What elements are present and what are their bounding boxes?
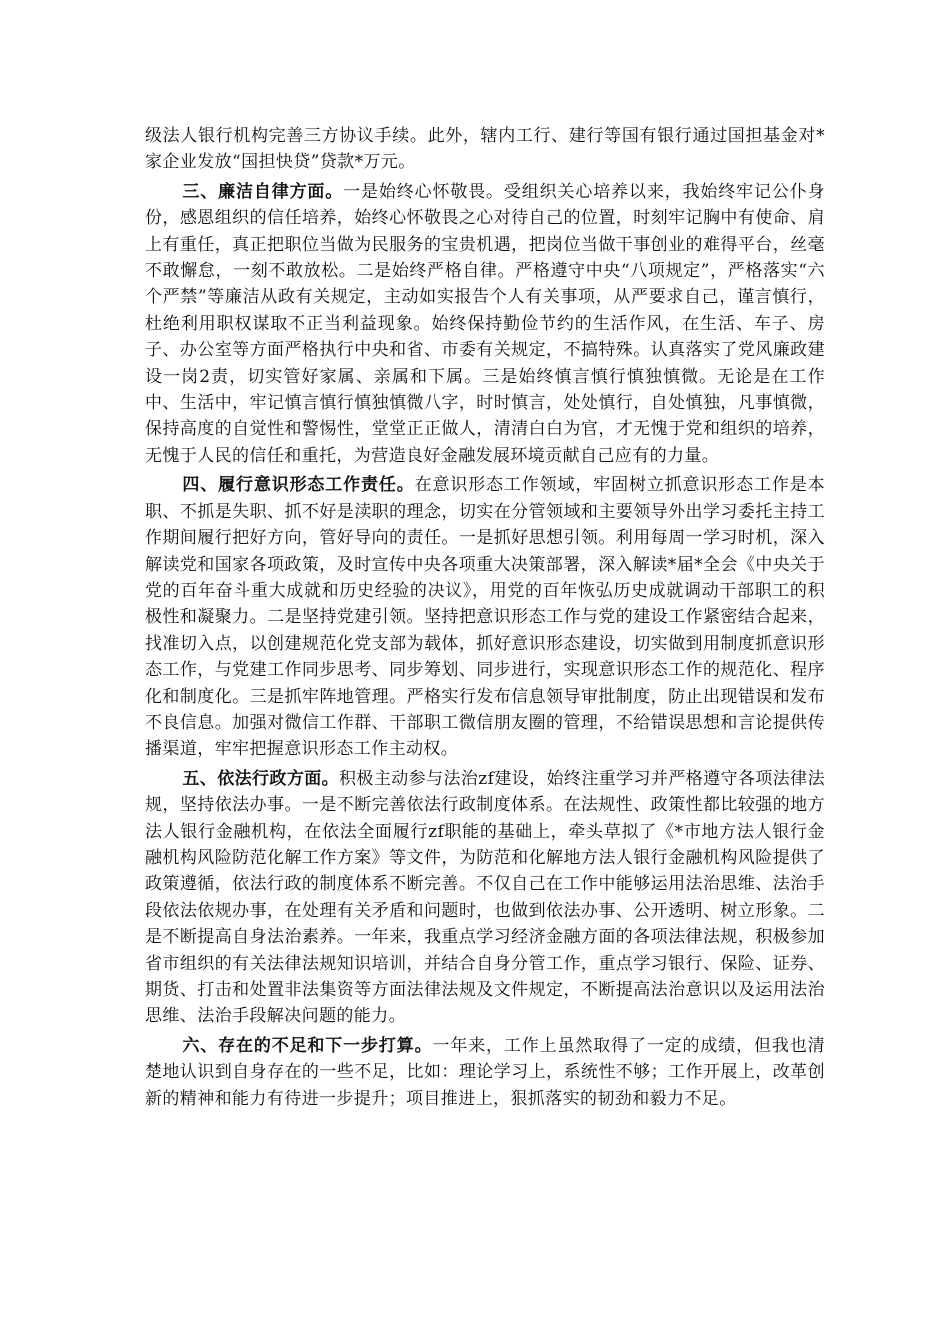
paragraph-text: 级法人银行机构完善三方协议手续。此外，辖内工行、建行等国有银行通过国担基金对*家企业发放“国担快贷”贷款*万元。: [145, 126, 825, 173]
paragraph-ideology: [145, 472, 825, 762]
paragraph-continuation: [145, 123, 825, 176]
document-body: [145, 123, 825, 1115]
paragraph-text: 一年来，工作上虽然取得了一定的成绩，但我也清楚地认识到自身存在的一些不足，比如：理论学习上，系统性不够；工作开展上，改革创新的精神和能力有待进一步提升；项目推进上，狠抓落实的韧劲和毅力不足。: [145, 1035, 825, 1109]
paragraph-integrity: [145, 179, 825, 469]
paragraph-text: 一是始终心怀敬畏。受组织关心培养以来，我始终牢记公仆身份，感恩组织的信任培养，始终心怀敬畏之心对待自己的位置，时刻牢记胸中有使命、肩上有重任，真正把职位当做为民服务的宝贵机遇，把岗位当做干事创业的难得平台，丝毫不敢懈怠，一刻不敢放松。二是始终严格自律。严格遵守中央“八项规定”，严格落实“六个严禁”等廉洁从政有关规定，主动如实报告个人有关事项，从严要求自己，谨言慎行，杜绝利用职权谋取不正当利益现象。始终保持勤俭节约的生活作风，在生活、车子、房子、办公室等方面严格执行中央和省、市委有关规定，不搞特殊。认真落实了党风廉政建设一岗2责，切实管好家属、亲属和下属。三是始终慎言慎行慎独慎微。无论是在工作中、生活中，牢记慎言慎行慎独慎微八字，时时慎言，处处慎行，自处慎独，凡事慎微，保持高度的自觉性和警惕性，堂堂正正做人，清清白白为官，才无愧于党和组织的培养，无愧于人民的信任和重托，为营造良好金融发展环境贡献自己应有的力量。: [145, 181, 825, 466]
paragraph-text: 积极主动参与法治zf建设，始终注重学习并严格遵守各项法律法规，坚持依法办事。一是不断完善依法行政制度体系。在法规性、政策性都比较强的地方法人银行金融机构，在依法全面履行zf职能的基础上，牵头草拟了《*市地方法人银行金融机构风险防范化解工作方案》等文件，为防范和化解地方法人银行金融机构风险提供了政策遵循，依法行政的制度体系不断完善。不仅自己在工作中能够运用法治思维、法治手段依法依规办事，在处理有关矛盾和问题时，也做到依法办事、公开透明、树立形象。二是不断提高自身法治素养。一年来，我重点学习经济金融方面的各项法律法规，积极参加省市组织的有关法律法规知识培训，并结合自身分管工作，重点学习银行、保险、证券、期货、打击和处置非法集资等方面法律法规及文件规定，不断提高法治意识以及运用法治思维、法治手段解决问题的能力。: [145, 768, 825, 1027]
paragraph-text: 在意识形态工作领域，牢固树立抓意识形态工作是本职、不抓是失职、抓不好是渎职的理念，切实在分管领域和主要领导外出学习委托主持工作期间履行把好方向，管好导向的责任。一是抓好思想引领。利用每周一学习时机，深入解读党和国家各项政策，及时宣传中央各项重大决策部署，深入解读*届*全会《中央关于党的百年奋斗重大成就和历史经验的决议》，用党的百年恢弘历史成就调动干部职工的积极性和凝聚力。二是坚持党建引领。坚持把意识形态工作与党的建设工作紧密结合起来，找准切入点，以创建规范化党支部为载体，抓好意识形态建设，切实做到用制度抓意识形态工作，与党建工作同步思考、同步筹划、同步进行，实现意识形态工作的规范化、程序化和制度化。三是抓牢阵地管理。严格实行发布信息领导审批制度，防止出现错误和发布不良信息。加强对微信工作群、干部职工微信朋友圈的管理，不给错误思想和言论提供传播渠道，牢牢把握意识形态工作主动权。: [145, 475, 825, 760]
section-heading-ideology: 四、履行意识形态工作责任。: [182, 475, 415, 496]
section-heading-shortcomings: 六、存在的不足和下一步打算。: [182, 1035, 433, 1056]
section-heading-integrity: 三、廉洁自律方面。: [182, 181, 344, 202]
paragraph-shortcomings: [145, 1033, 825, 1112]
paragraph-law: [145, 766, 825, 1030]
section-heading-law: 五、依法行政方面。: [182, 768, 340, 789]
